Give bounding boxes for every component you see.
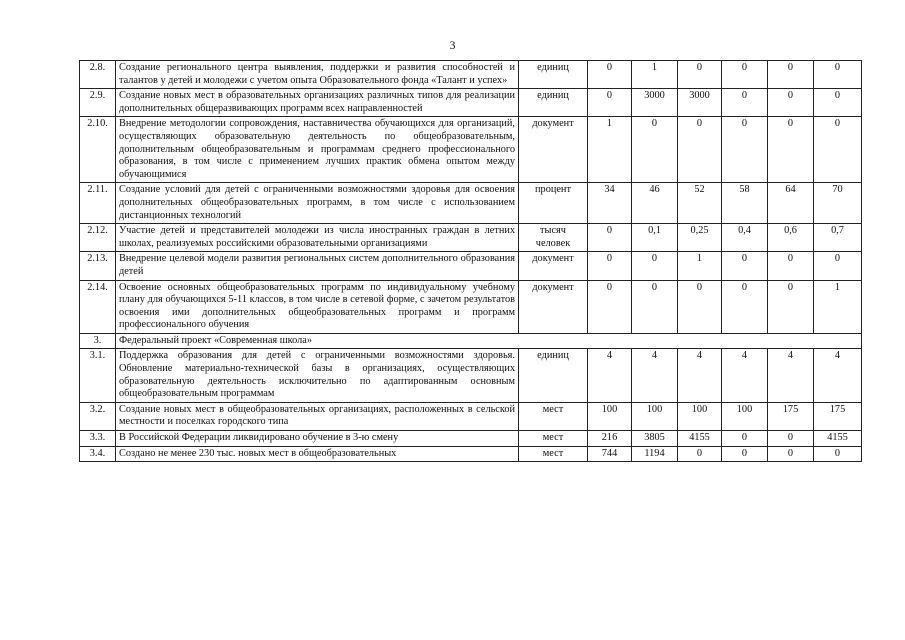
value-cell: 4	[722, 349, 768, 402]
value-cell: 4155	[678, 431, 722, 447]
row-number: 2.10.	[80, 117, 116, 183]
table-row	[80, 224, 862, 252]
section-title: Федеральный проект «Современная школа»	[116, 333, 862, 349]
indicators-table	[79, 60, 862, 462]
indicator-name: Создано не менее 230 тыс. новых мест в общеобразовательных	[116, 446, 519, 462]
unit-cell: мест	[519, 431, 588, 447]
indicator-name: Создание новых мест в общеобразовательных организациях, расположенных в сельской местности и поселках городского типа	[116, 402, 519, 430]
value-cell: 0,6	[768, 224, 814, 252]
row-number: 2.11.	[80, 183, 116, 224]
value-cell: 34	[588, 183, 632, 224]
indicator-name: Освоение основных общеобразовательных программ по индивидуальному учебному плану для обучающихся 5-11 классов, в том числе в сетевой форме, с зачетом результатов освоения ими дополнительных общеобразовательных программ и программ профессионального обучения	[116, 280, 519, 333]
table-body	[80, 61, 862, 462]
value-cell: 0	[588, 280, 632, 333]
value-cell: 0	[632, 252, 678, 280]
value-cell: 0	[632, 117, 678, 183]
value-cell: 0	[588, 61, 632, 89]
unit-cell: единиц	[519, 349, 588, 402]
value-cell: 4	[678, 349, 722, 402]
table-row	[80, 402, 862, 430]
table-row	[80, 280, 862, 333]
section-row	[80, 333, 862, 349]
value-cell: 4155	[814, 431, 862, 447]
value-cell: 0,7	[814, 224, 862, 252]
unit-cell: тысяч человек	[519, 224, 588, 252]
value-cell: 70	[814, 183, 862, 224]
unit-cell: мест	[519, 402, 588, 430]
indicator-name: В Российской Федерации ликвидировано обучение в 3-ю смену	[116, 431, 519, 447]
value-cell: 0	[768, 252, 814, 280]
value-cell: 0	[722, 117, 768, 183]
value-cell: 0,1	[632, 224, 678, 252]
value-cell: 0,25	[678, 224, 722, 252]
table-row	[80, 183, 862, 224]
value-cell: 0	[768, 117, 814, 183]
value-cell: 0	[814, 89, 862, 117]
row-number: 2.14.	[80, 280, 116, 333]
value-cell: 175	[768, 402, 814, 430]
indicator-name: Создание новых мест в образовательных организациях различных типов для реализации дополнительных общеразвивающих программ всех направленностей	[116, 89, 519, 117]
value-cell: 0	[768, 61, 814, 89]
table-row	[80, 446, 862, 462]
row-number: 3.1.	[80, 349, 116, 402]
value-cell: 0	[632, 280, 678, 333]
table-row	[80, 89, 862, 117]
value-cell: 0	[814, 252, 862, 280]
value-cell: 46	[632, 183, 678, 224]
unit-cell: документ	[519, 117, 588, 183]
value-cell: 0	[768, 431, 814, 447]
value-cell: 3000	[632, 89, 678, 117]
unit-cell: единиц	[519, 89, 588, 117]
value-cell: 1	[588, 117, 632, 183]
value-cell: 3000	[678, 89, 722, 117]
indicator-name: Поддержка образования для детей с ограниченными возможностями здоровья. Обновление материально-технической базы в организациях, осуществляющих образовательную деятельность исключительно по адаптированным основным общеобразовательным программам	[116, 349, 519, 402]
value-cell: 0	[722, 280, 768, 333]
value-cell: 1	[678, 252, 722, 280]
value-cell: 100	[632, 402, 678, 430]
value-cell: 4	[814, 349, 862, 402]
row-number: 2.12.	[80, 224, 116, 252]
value-cell: 0	[722, 431, 768, 447]
value-cell: 0	[768, 280, 814, 333]
table-row	[80, 252, 862, 280]
table-row	[80, 61, 862, 89]
value-cell: 4	[768, 349, 814, 402]
value-cell: 0,4	[722, 224, 768, 252]
value-cell: 0	[722, 61, 768, 89]
value-cell: 100	[722, 402, 768, 430]
page-number: 3	[449, 38, 456, 52]
table-row	[80, 431, 862, 447]
unit-cell: документ	[519, 252, 588, 280]
value-cell: 0	[768, 446, 814, 462]
indicator-name: Создание регионального центра выявления, поддержки и развития способностей и талантов у детей и молодежи с учетом опыта Образовательного фонда «Талант и успех»	[116, 61, 519, 89]
row-number: 2.8.	[80, 61, 116, 89]
value-cell: 0	[588, 89, 632, 117]
indicator-name: Участие детей и представителей молодежи из числа иностранных граждан в летних школах, реализуемых российскими образовательными организациями	[116, 224, 519, 252]
row-number: 3.	[80, 333, 116, 349]
value-cell: 0	[588, 224, 632, 252]
value-cell: 1194	[632, 446, 678, 462]
indicator-name: Внедрение целевой модели развития региональных систем дополнительного образования детей	[116, 252, 519, 280]
value-cell: 0	[678, 446, 722, 462]
unit-cell: единиц	[519, 61, 588, 89]
value-cell: 4	[588, 349, 632, 402]
unit-cell: процент	[519, 183, 588, 224]
value-cell: 1	[814, 280, 862, 333]
value-cell: 0	[722, 446, 768, 462]
row-number: 2.9.	[80, 89, 116, 117]
value-cell: 0	[722, 89, 768, 117]
value-cell: 0	[678, 117, 722, 183]
value-cell: 0	[814, 61, 862, 89]
indicator-name: Создание условий для детей с ограниченными возможностями здоровья для освоения дополнительных общеобразовательных программ, в том числе с использованием дистанционных технологий	[116, 183, 519, 224]
value-cell: 216	[588, 431, 632, 447]
row-number: 2.13.	[80, 252, 116, 280]
value-cell: 100	[678, 402, 722, 430]
indicator-name: Внедрение методологии сопровождения, наставничества обучающихся для организаций, осуществляющих образовательную деятельность по общеобразовательным, дополнительным общеобразовательным и программам среднего профессионального образования, в том числе с применением лучших практик обмена опытом между обучающимися	[116, 117, 519, 183]
value-cell: 0	[588, 252, 632, 280]
row-number: 3.4.	[80, 446, 116, 462]
value-cell: 4	[632, 349, 678, 402]
row-number: 3.2.	[80, 402, 116, 430]
value-cell: 0	[814, 117, 862, 183]
value-cell: 0	[814, 446, 862, 462]
value-cell: 0	[678, 280, 722, 333]
value-cell: 64	[768, 183, 814, 224]
value-cell: 52	[678, 183, 722, 224]
value-cell: 3805	[632, 431, 678, 447]
row-number: 3.3.	[80, 431, 116, 447]
value-cell: 1	[632, 61, 678, 89]
table-row	[80, 117, 862, 183]
value-cell: 744	[588, 446, 632, 462]
value-cell: 175	[814, 402, 862, 430]
unit-cell: мест	[519, 446, 588, 462]
value-cell: 0	[722, 252, 768, 280]
table-row	[80, 349, 862, 402]
value-cell: 0	[768, 89, 814, 117]
value-cell: 0	[678, 61, 722, 89]
unit-cell: документ	[519, 280, 588, 333]
value-cell: 100	[588, 402, 632, 430]
value-cell: 58	[722, 183, 768, 224]
